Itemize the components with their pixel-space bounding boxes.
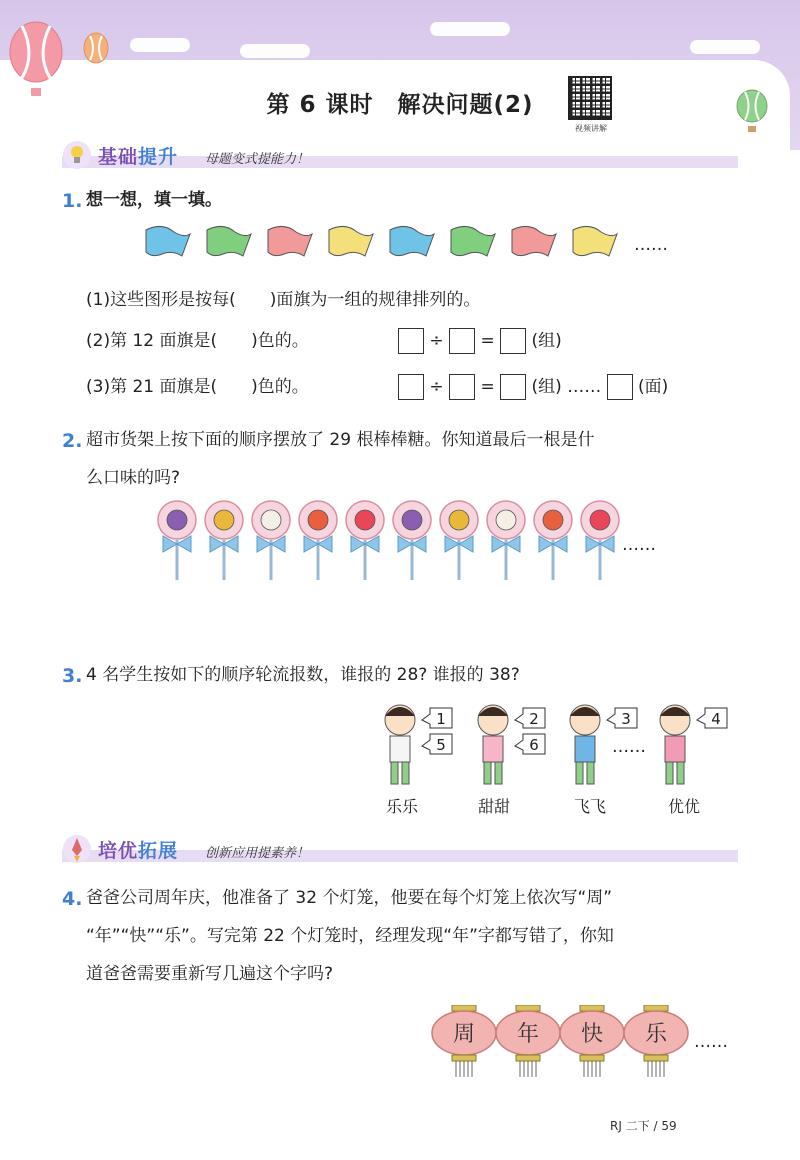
cloud-decoration <box>130 38 190 52</box>
lantern-icon <box>560 1005 624 1077</box>
qr-label: 视频讲解 <box>575 124 607 133</box>
kids-ellipsis: …… <box>612 737 646 757</box>
section-subtitle: 创新应用提素养！ <box>205 846 310 861</box>
question-text: 想一想，填一填。 <box>86 190 222 210</box>
eq-sign: = <box>480 377 495 397</box>
svg-text:5: 5 <box>436 736 446 754</box>
answer-box[interactable] <box>449 328 475 354</box>
question-text: 爸爸公司周年庆，他准备了 32 个灯笼，他要在每个灯笼上依次写“周” <box>86 888 613 908</box>
lantern-row <box>430 1005 700 1085</box>
div-sign: ÷ <box>429 377 444 397</box>
answer-box[interactable] <box>398 374 424 400</box>
flag-ellipsis: …… <box>634 235 668 255</box>
div-sign: ÷ <box>429 331 444 351</box>
svg-text:3: 3 <box>621 710 631 728</box>
speech-bubble <box>515 708 545 728</box>
lollipop-pineapple-icon <box>440 501 478 580</box>
kid-name: 飞飞 <box>574 797 607 816</box>
candy-ellipsis: …… <box>622 535 656 555</box>
unit-label: (组) <box>531 377 562 397</box>
kid-name: 甜甜 <box>478 797 511 816</box>
answer-box[interactable] <box>398 328 424 354</box>
svg-text:4: 4 <box>711 710 721 728</box>
page-title: 第 6 课时 解决问题(2) <box>266 92 534 118</box>
kid-figure <box>660 705 727 784</box>
eq-sign: = <box>480 331 495 351</box>
lantern-icon <box>496 1005 560 1077</box>
q1-part3-equation <box>398 370 668 404</box>
lollipop-peach-icon <box>252 501 290 580</box>
q1-part2-equation <box>398 324 562 358</box>
kid-figure <box>478 705 545 784</box>
unit-label: (面) <box>638 377 669 397</box>
page-footer: RJ 二下 / 59 <box>610 1119 677 1133</box>
section-subtitle: 母题变式提能力！ <box>205 152 310 167</box>
flag-icon <box>146 226 190 256</box>
lollipop-apple-icon <box>534 501 572 580</box>
lantern-ellipsis: …… <box>694 1032 728 1052</box>
speech-bubble <box>607 708 637 728</box>
question-number: 1. <box>62 190 83 212</box>
unit-label: (组) <box>531 331 562 351</box>
question-text: 么口味的吗? <box>86 468 181 488</box>
lollipop-strawberry-icon <box>346 501 384 580</box>
flag-row <box>140 222 640 266</box>
speech-bubble <box>422 734 452 754</box>
speech-bubble <box>515 734 545 754</box>
lollipop-grape-icon <box>393 501 431 580</box>
kid-name: 优优 <box>668 797 701 816</box>
question-text: 道爸爸需要重新写几遍这个字吗? <box>86 964 334 984</box>
answer-box[interactable] <box>607 374 633 400</box>
lantern-icon <box>432 1005 496 1077</box>
question-text: “年”“快”“乐”。写完第 22 个灯笼时，经理发现“年”字都写错了，你知 <box>86 926 614 946</box>
kids-illustration <box>370 700 750 792</box>
lantern-char: 快 <box>580 1022 604 1047</box>
kid-name: 乐乐 <box>386 797 419 816</box>
lollipop-row <box>155 500 625 585</box>
kid-figure <box>385 705 452 784</box>
lantern-char: 乐 <box>644 1022 668 1047</box>
question-number: 2. <box>62 430 83 452</box>
answer-box[interactable] <box>449 374 475 400</box>
question-number: 4. <box>62 888 83 910</box>
svg-text:1: 1 <box>436 710 446 728</box>
lantern-char: 周 <box>452 1022 476 1047</box>
question-text: 超市货架上按下面的顺序摆放了 29 根棒棒糖。你知道最后一根是什 <box>86 430 595 450</box>
flag-icon <box>390 226 434 256</box>
qr-code-icon[interactable] <box>568 76 612 120</box>
q1-part3: (3)第 21 面旗是( )色的。 <box>86 377 309 397</box>
cloud-decoration <box>690 40 760 54</box>
ellipsis: …… <box>567 377 602 397</box>
section-title: 培优拓展 <box>98 840 179 862</box>
question-number: 3. <box>62 665 83 687</box>
flag-icon <box>207 226 251 256</box>
lollipop-apple-icon <box>299 501 337 580</box>
speech-bubble <box>697 708 727 728</box>
flag-icon <box>512 226 556 256</box>
question-text: 4 名学生按如下的顺序轮流报数，谁报的 28? 谁报的 38? <box>86 665 520 685</box>
lightbulb-icon <box>62 140 92 170</box>
svg-text:2: 2 <box>529 710 539 728</box>
q1-part2: (2)第 12 面旗是( )色的。 <box>86 331 309 351</box>
lollipop-grape-icon <box>158 501 196 580</box>
section-title: 基础提升 <box>98 146 179 168</box>
lollipop-peach-icon <box>487 501 525 580</box>
cloud-decoration <box>430 22 510 36</box>
flag-icon <box>573 226 617 256</box>
answer-box[interactable] <box>500 328 526 354</box>
flag-icon <box>451 226 495 256</box>
flag-icon <box>268 226 312 256</box>
answer-box[interactable] <box>500 374 526 400</box>
lantern-char: 年 <box>516 1022 540 1047</box>
lollipop-pineapple-icon <box>205 501 243 580</box>
svg-text:6: 6 <box>529 736 539 754</box>
cloud-decoration <box>240 44 310 58</box>
lollipop-strawberry-icon <box>581 501 619 580</box>
lantern-icon <box>624 1005 688 1077</box>
q1-part1: (1)这些图形是按每( )面旗为一组的规律排列的。 <box>86 290 481 310</box>
flag-icon <box>329 226 373 256</box>
speech-bubble <box>422 708 452 728</box>
rocket-icon <box>62 834 92 864</box>
